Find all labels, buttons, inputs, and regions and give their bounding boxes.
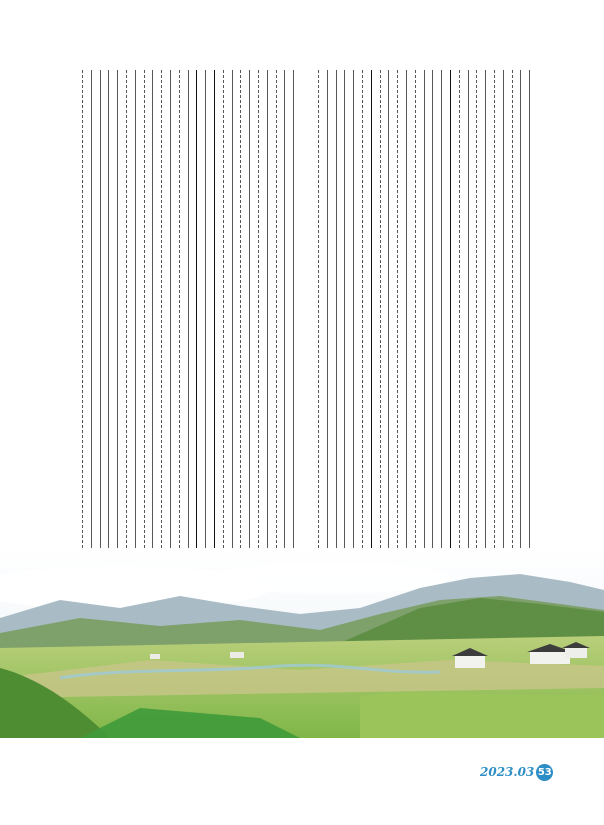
script-line bbox=[126, 70, 127, 558]
script-line bbox=[108, 70, 109, 558]
script-line bbox=[100, 70, 101, 558]
page-number-badge: 53 bbox=[536, 764, 553, 781]
script-line bbox=[284, 70, 285, 558]
script-line bbox=[415, 70, 416, 558]
script-line bbox=[188, 70, 189, 558]
script-line bbox=[249, 70, 250, 558]
script-line bbox=[293, 70, 294, 558]
script-line bbox=[388, 70, 389, 558]
script-line bbox=[223, 70, 224, 558]
script-line bbox=[406, 70, 407, 558]
page-footer bbox=[480, 762, 553, 782]
article-text bbox=[70, 70, 540, 558]
script-line bbox=[468, 70, 469, 558]
script-line bbox=[196, 70, 197, 558]
script-line bbox=[397, 70, 398, 558]
script-line bbox=[503, 70, 504, 558]
script-line bbox=[318, 70, 319, 558]
script-line bbox=[135, 70, 136, 558]
landscape-photo bbox=[0, 548, 604, 738]
script-line bbox=[161, 70, 162, 558]
issue-label: 2023.03 bbox=[480, 765, 535, 779]
script-line bbox=[327, 70, 328, 558]
script-line bbox=[258, 70, 259, 558]
script-line bbox=[240, 70, 241, 558]
script-line bbox=[353, 70, 354, 558]
script-line bbox=[344, 70, 345, 558]
script-line bbox=[82, 70, 83, 558]
script-line bbox=[494, 70, 495, 558]
script-line bbox=[441, 70, 442, 558]
script-line bbox=[170, 70, 171, 558]
script-line bbox=[380, 70, 381, 558]
script-line bbox=[512, 70, 513, 558]
script-line bbox=[267, 70, 268, 558]
text-column-right bbox=[318, 70, 536, 558]
script-line bbox=[336, 70, 337, 558]
script-line bbox=[432, 70, 433, 558]
script-line bbox=[362, 70, 363, 558]
script-line bbox=[205, 70, 206, 558]
script-line bbox=[232, 70, 233, 558]
script-line bbox=[179, 70, 180, 558]
text-column-left bbox=[82, 70, 300, 558]
script-line bbox=[476, 70, 477, 558]
script-line bbox=[91, 70, 92, 558]
script-line bbox=[117, 70, 118, 558]
script-line bbox=[450, 70, 451, 558]
script-line bbox=[152, 70, 153, 558]
script-line bbox=[214, 70, 215, 558]
script-line bbox=[485, 70, 486, 558]
script-line bbox=[276, 70, 277, 558]
script-line bbox=[144, 70, 145, 558]
script-line bbox=[459, 70, 460, 558]
script-line bbox=[529, 70, 530, 558]
script-line bbox=[371, 70, 372, 558]
script-line bbox=[520, 70, 521, 558]
script-line bbox=[424, 70, 425, 558]
